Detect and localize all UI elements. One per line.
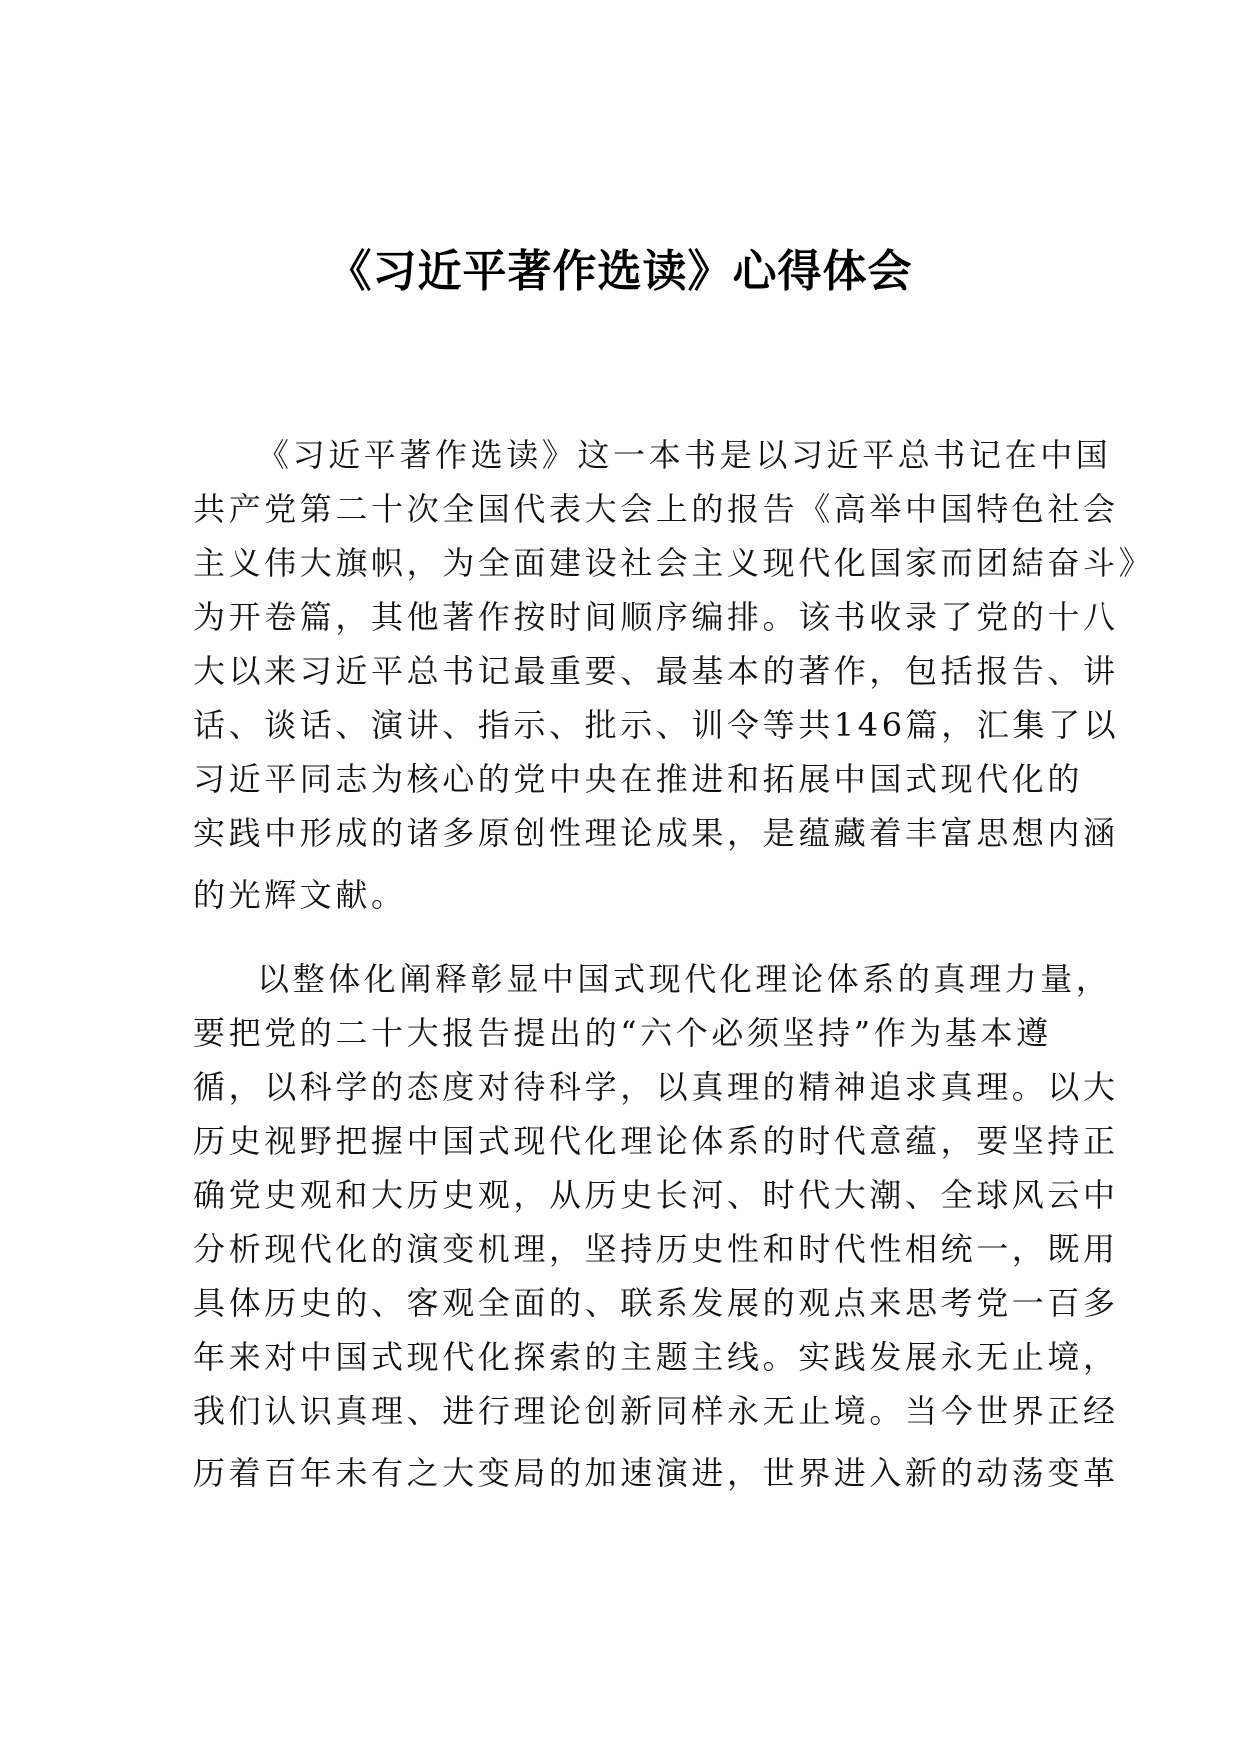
paragraph-line: 要把党的二十大报告提出的“六个必须坚持”作为基本遵 — [193, 1014, 1052, 1052]
paragraph-line: 《习近平著作选读》这一本书是以习近平总书记在中国 — [257, 436, 1112, 474]
paragraph-line: 具体历史的、客观全面的、联系发展的观点来思考党一百多 — [193, 1284, 1119, 1322]
paragraph-1 — [193, 428, 1155, 922]
paragraph-line: 实践中形成的诸多原创性理论成果，是蕴藏着丰富思想内涵 — [193, 814, 1119, 852]
paragraph-line: 循，以科学的态度对待科学，以真理的精神追求真理。以大 — [193, 1068, 1119, 1106]
paragraph-line: 以整体化阐释彰显中国式现代化理论体系的真理力量， — [257, 960, 1112, 998]
paragraph-line: 年来对中国式现代化探索的主题主线。实践发展永无止境， — [193, 1338, 1119, 1376]
paragraph-line: 历史视野把握中国式现代化理论体系的时代意蕴，要坚持正 — [193, 1122, 1119, 1160]
paragraph-line: 确党史观和大历史观，从历史长河、时代大潮、全球风云中 — [193, 1176, 1119, 1214]
paragraph-line: 分析现代化的演变机理，坚持历史性和时代性相统一，既用 — [193, 1230, 1119, 1268]
paragraph-line: 我们认识真理、进行理论创新同样永无止境。当今世界正经 — [193, 1392, 1119, 1430]
paragraph-line: 大以来习近平总书记最重要、最基本的著作，包括报告、讲 — [193, 652, 1119, 690]
paragraph-line: 主义伟大旗帜，为全面建设社会主义现代化国家而团結奋斗》 — [193, 544, 1155, 582]
paragraph-line: 为开卷篇，其他著作按时间顺序编排。该书收录了党的十八 — [193, 598, 1119, 636]
paragraph-2 — [193, 952, 1119, 1500]
paragraph-line: 共产党第二十次全国代表大会上的报告《高举中国特色社会 — [193, 490, 1119, 528]
document-body — [193, 428, 1155, 1500]
paragraph-spacer — [193, 922, 1051, 952]
document-title: 《习近平著作选读》心得体会 — [327, 246, 913, 297]
paragraph-line: 历着百年未有之大变局的加速演进，世界进入新的动荡变革 — [193, 1454, 1119, 1492]
paragraph-line: 话、谈话、演讲、指示、批示、训令等共146篇，汇集了以 — [193, 706, 1120, 744]
paragraph-line: 的光辉文献。 — [193, 876, 407, 914]
paragraph-line: 习近平同志为核心的党中央在推进和拓展中国式现代化的 — [193, 760, 1084, 798]
